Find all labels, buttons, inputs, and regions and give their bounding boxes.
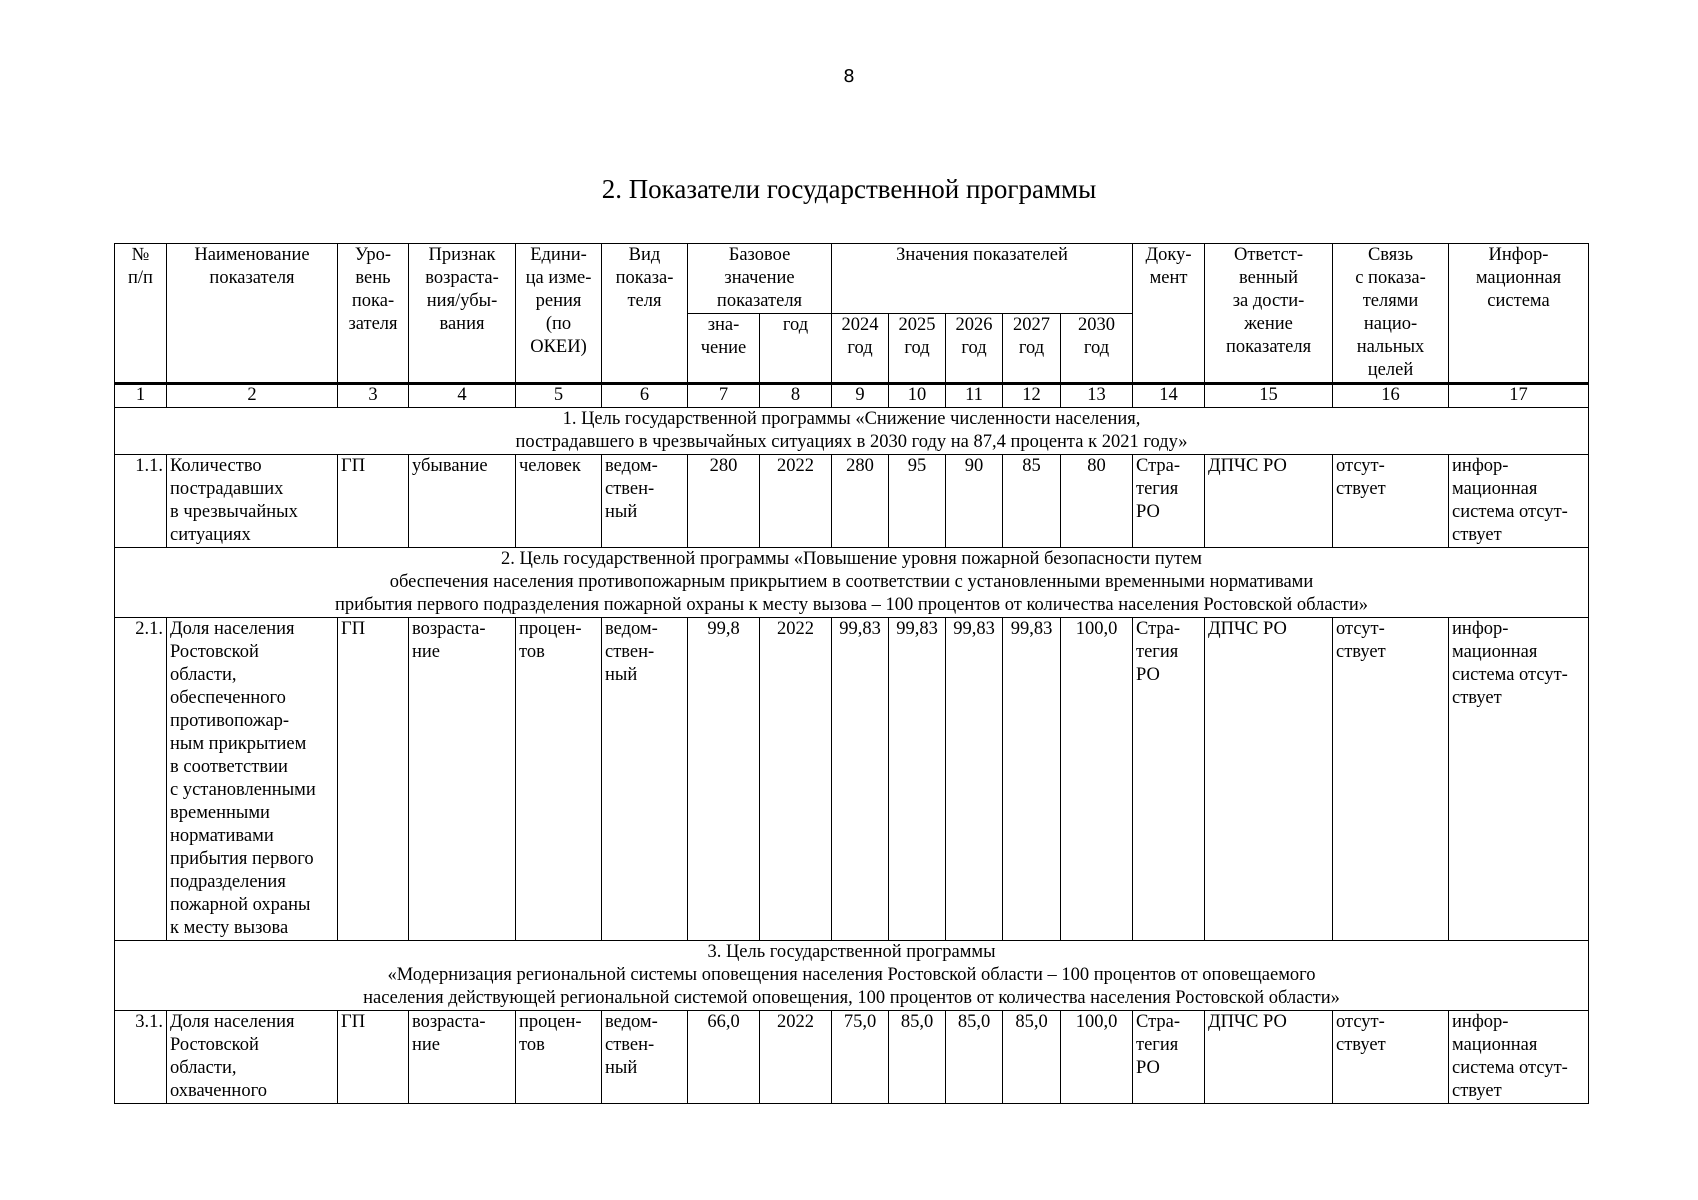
header-base-year: год bbox=[760, 314, 832, 384]
indicator-info-system: инфор- мационная система отсут- ствует bbox=[1449, 1011, 1589, 1104]
indicator-responsible: ДПЧС РО bbox=[1205, 618, 1333, 941]
column-number-cell: 11 bbox=[946, 384, 1003, 408]
indicator-name: Доля населения Ростовской области, обеспеченного противопожар- ным прикрытием в соответствии с установленными временными нормативами прибытия первого подразделения пожарной охраны к месту вызова bbox=[167, 618, 338, 941]
goal-row bbox=[115, 941, 1589, 1011]
header-level: Уро- вень пока- зателя bbox=[338, 244, 409, 384]
indicator-row bbox=[115, 455, 1589, 548]
header-unit: Едини- ца изме- рения (по ОКЕИ) bbox=[516, 244, 602, 384]
goal-line: пострадавшего в чрезвычайных ситуациях в 2030 году на 87,4 процента к 2021 году» bbox=[515, 432, 1188, 452]
header-type: Вид показа- теля bbox=[602, 244, 688, 384]
indicator-level: ГП bbox=[338, 618, 409, 941]
indicator-sign: убывание bbox=[409, 455, 516, 548]
indicator-number: 3.1. bbox=[115, 1011, 167, 1104]
header-link: Связь с показа- телями нацио- нальных целей bbox=[1333, 244, 1449, 384]
header-responsible: Ответст- венный за дости- жение показателя bbox=[1205, 244, 1333, 384]
column-number-cell: 3 bbox=[338, 384, 409, 408]
goal-line: прибытия первого подразделения пожарной охраны к месту вызова – 100 процентов от количества населения Ростовской области» bbox=[335, 595, 1368, 615]
indicator-name: Количество пострадавших в чрезвычайных ситуациях bbox=[167, 455, 338, 548]
indicator-info-system: инфор- мационная система отсут- ствует bbox=[1449, 455, 1589, 548]
column-number-cell: 15 bbox=[1205, 384, 1333, 408]
year-value: 280 bbox=[832, 455, 889, 548]
table-header-row bbox=[115, 244, 1589, 314]
page-number: 8 bbox=[843, 66, 855, 87]
column-number-cell: 10 bbox=[889, 384, 946, 408]
column-numbers-row bbox=[115, 384, 1589, 408]
year-value: 85,0 bbox=[946, 1011, 1003, 1104]
year-value: 99,83 bbox=[946, 618, 1003, 941]
column-number-cell: 9 bbox=[832, 384, 889, 408]
column-number-cell: 1 bbox=[115, 384, 167, 408]
indicator-level: ГП bbox=[338, 1011, 409, 1104]
year-value: 85,0 bbox=[889, 1011, 946, 1104]
indicator-number: 2.1. bbox=[115, 618, 167, 941]
column-number-cell: 4 bbox=[409, 384, 516, 408]
column-number-cell: 6 bbox=[602, 384, 688, 408]
column-number-cell: 16 bbox=[1333, 384, 1449, 408]
header-base: Базовое значение показателя bbox=[688, 244, 832, 314]
goal-row bbox=[115, 408, 1589, 455]
base-value: 280 bbox=[688, 455, 760, 548]
column-number-cell: 12 bbox=[1003, 384, 1061, 408]
header-year-2027: 2027 год bbox=[1003, 314, 1061, 384]
indicator-document: Стра- тегия РО bbox=[1133, 618, 1205, 941]
indicator-sign: возраста- ние bbox=[409, 1011, 516, 1104]
goal-line: населения действующей региональной системой оповещения, 100 процентов от количества населения Ростовской области» bbox=[363, 988, 1340, 1008]
year-value: 85 bbox=[1003, 455, 1061, 548]
year-value: 99,83 bbox=[889, 618, 946, 941]
column-number-cell: 17 bbox=[1449, 384, 1589, 408]
header-name: Наименование показателя bbox=[167, 244, 338, 384]
column-number-cell: 14 bbox=[1133, 384, 1205, 408]
indicator-link: отсут- ствует bbox=[1333, 618, 1449, 941]
year-value: 75,0 bbox=[832, 1011, 889, 1104]
indicator-unit: процен- тов bbox=[516, 618, 602, 941]
header-info-system: Инфор- мационная система bbox=[1449, 244, 1589, 384]
indicator-name: Доля населения Ростовской области, охваченного bbox=[167, 1011, 338, 1104]
header-year-2030: 2030 год bbox=[1061, 314, 1133, 384]
base-value: 66,0 bbox=[688, 1011, 760, 1104]
year-value: 90 bbox=[946, 455, 1003, 548]
goal-line: 2. Цель государственной программы «Повышение уровня пожарной безопасности путем bbox=[501, 549, 1202, 569]
indicator-document: Стра- тегия РО bbox=[1133, 455, 1205, 548]
year-value: 99,83 bbox=[1003, 618, 1061, 941]
goal-line: обеспечения населения противопожарным прикрытием в соответствии с установленными временными нормативами bbox=[389, 572, 1314, 592]
indicator-link: отсут- ствует bbox=[1333, 1011, 1449, 1104]
goal-text bbox=[115, 548, 1589, 618]
year-value: 85,0 bbox=[1003, 1011, 1061, 1104]
indicator-level: ГП bbox=[338, 455, 409, 548]
indicator-row bbox=[115, 618, 1589, 941]
header-year-2025: 2025 год bbox=[889, 314, 946, 384]
indicators-table bbox=[114, 243, 1589, 1104]
indicator-type: ведом- ствен- ный bbox=[602, 455, 688, 548]
indicator-type: ведом- ствен- ный bbox=[602, 618, 688, 941]
base-value: 99,8 bbox=[688, 618, 760, 941]
header-year-2024: 2024 год bbox=[832, 314, 889, 384]
column-number-cell: 7 bbox=[688, 384, 760, 408]
indicator-sign: возраста- ние bbox=[409, 618, 516, 941]
indicator-info-system: инфор- мационная система отсут- ствует bbox=[1449, 618, 1589, 941]
year-value: 100,0 bbox=[1061, 618, 1133, 941]
year-value: 95 bbox=[889, 455, 946, 548]
column-number-cell: 5 bbox=[516, 384, 602, 408]
column-number-cell: 8 bbox=[760, 384, 832, 408]
goal-line: 3. Цель государственной программы bbox=[707, 942, 996, 962]
indicator-number: 1.1. bbox=[115, 455, 167, 548]
column-number-cell: 13 bbox=[1061, 384, 1133, 408]
indicator-row bbox=[115, 1011, 1589, 1104]
base-year: 2022 bbox=[760, 455, 832, 548]
header-document: Доку- мент bbox=[1133, 244, 1205, 384]
base-year: 2022 bbox=[760, 618, 832, 941]
indicator-responsible: ДПЧС РО bbox=[1205, 455, 1333, 548]
goal-row bbox=[115, 548, 1589, 618]
indicator-responsible: ДПЧС РО bbox=[1205, 1011, 1333, 1104]
goal-line: «Модернизация региональной системы оповещения населения Ростовской области – 100 процентов от оповещаемого bbox=[387, 965, 1316, 985]
goal-line: 1. Цель государственной программы «Снижение численности населения, bbox=[562, 409, 1141, 429]
page-title: 2. Показатели государственной программы bbox=[601, 174, 1097, 204]
year-value: 80 bbox=[1061, 455, 1133, 548]
goal-text bbox=[115, 408, 1589, 455]
year-value: 100,0 bbox=[1061, 1011, 1133, 1104]
indicator-document: Стра- тегия РО bbox=[1133, 1011, 1205, 1104]
indicator-type: ведом- ствен- ный bbox=[602, 1011, 688, 1104]
column-number-cell: 2 bbox=[167, 384, 338, 408]
indicator-link: отсут- ствует bbox=[1333, 455, 1449, 548]
header-no: № п/п bbox=[115, 244, 167, 384]
goal-text bbox=[115, 941, 1589, 1011]
indicator-unit: процен- тов bbox=[516, 1011, 602, 1104]
header-values: Значения показателей bbox=[832, 244, 1133, 314]
header-base-value: зна- чение bbox=[688, 314, 760, 384]
header-year-2026: 2026 год bbox=[946, 314, 1003, 384]
indicator-unit: человек bbox=[516, 455, 602, 548]
base-year: 2022 bbox=[760, 1011, 832, 1104]
header-sign: Признак возраста- ния/убы- вания bbox=[409, 244, 516, 384]
year-value: 99,83 bbox=[832, 618, 889, 941]
